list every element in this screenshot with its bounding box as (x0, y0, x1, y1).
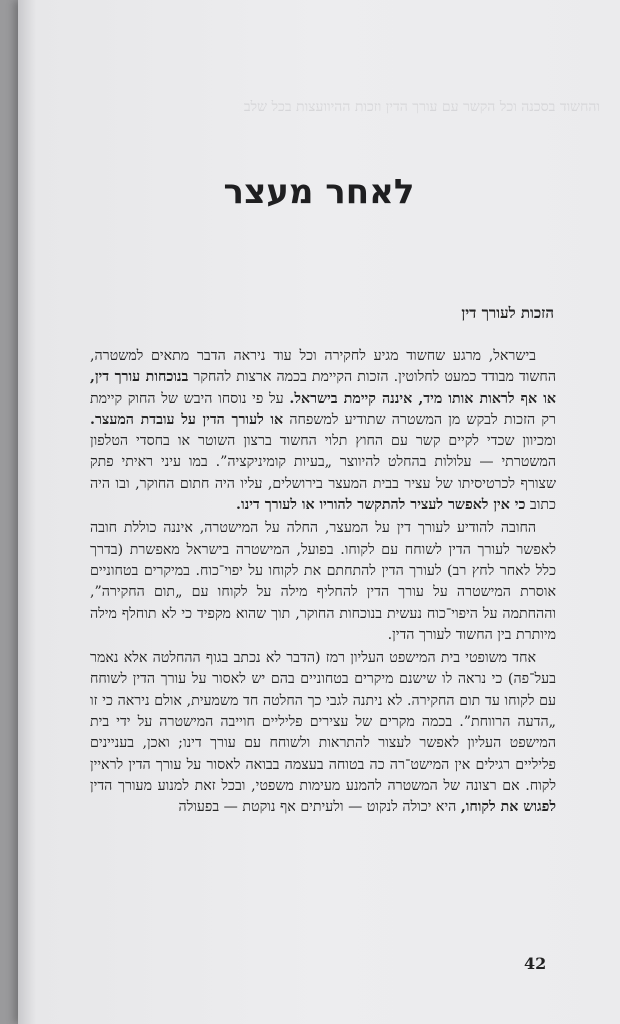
book-page (18, 0, 620, 1024)
paragraph-1: בישראל, מרגע שחשוד מגיע לחקירה וכל עוד ניראה הדבר מתאים למשטרה, החשוד מבודד כמעט לחלוטין. הזכות הקיימת בכמה ארצות להחקר בנוכחות עורך דין, או אף לראות אותו מיד, איננה קיימת בישראל. על פי נוסחו היבש של החוק קיימת רק הזכות לבקש מן המשטרה שתודיע למשפחה או לעורך הדין על עובדת המעצר. ומכיוון שכדי לקיים קשר עם החוץ תלוי החשוד ברצון השוטר או בחסדי הטלפון המשטרתי — עלולות בהחלט להיווצר „בעיות קומיניקציה”. במו עיני ראיתי פתק שצורף לכרטיסיתו של עציר בבית המעצר בירושלים, עליו היה חתום החוקר, ובו היה כתוב כי אין לאפשר לעציר להתקשר להוריו או לעורך דינו. (90, 348, 556, 514)
page-number: 42 (524, 954, 547, 973)
paragraph-3: אחד משופטי בית המישפט העליון רמז (הדבר לא נכתב בגוף ההחלטה אלא נאמר בעל־פה) כי נראה לו שישנם מיקרים בטחוניים בהם יש לאסור על עורך הדין לשוחח עם לקוחו עד תום החקירה. לא ניתנה לגבי כך החלטה חד משמעית, אולם ניראה כי זו „הדעה הרווחת”. בכמה מקרים של עצירים פליליים חוייבה המישטרה על ידי בית המישפט העליון לאפשר לעצור להתראות ולשוחח עם עורך דינו; ואכן, בעניינים פליליים רגילים אין המישט־רה כה בטוחה בעצמה בבואה לאסור על עורך הדין לראיין לקוח. אם רצונה של המשטרה להמנע מעימות משפטי, ובכל זאת למנוע מעורך הדין לפגוש את לקוחו, היא יכולה לנקוט — ולעיתים אף נוקטת — בפעולה (90, 650, 556, 816)
body-text (90, 346, 556, 819)
bleed-through-text: והחשוד בסכנה וכל הקשר עם עורך הדין וזכות ההיוועצות בכל שלב (243, 100, 600, 115)
section-heading: הזכות לעורך דין (461, 304, 554, 322)
chapter-title: לאחר מעצר (223, 172, 415, 212)
paragraph-2: החובה להודיע לעורך דין על המעצר, החלה על המישטרה, איננה כוללת חובה לאפשר לעורך הדין לשוחח עם לקוחו. בפועל, המישטרה בישראל מאפשרת (בדרך כלל לאחר לחץ רב) לעורך הדין להתחתם את לקוחו על יפוי־כוח. במיקרים בטחוניים אוסרת המישטרה על עורך הדין להחליף מילה על לקוחו עם „תום החקירה”, וההחתמה על היפוי־כוח נעשית בנוכחות החוקר, תוך שהוא מקפיד כי לא תוחלף מילה מיותרת בין החשוד לעורך הדין. (90, 520, 556, 643)
